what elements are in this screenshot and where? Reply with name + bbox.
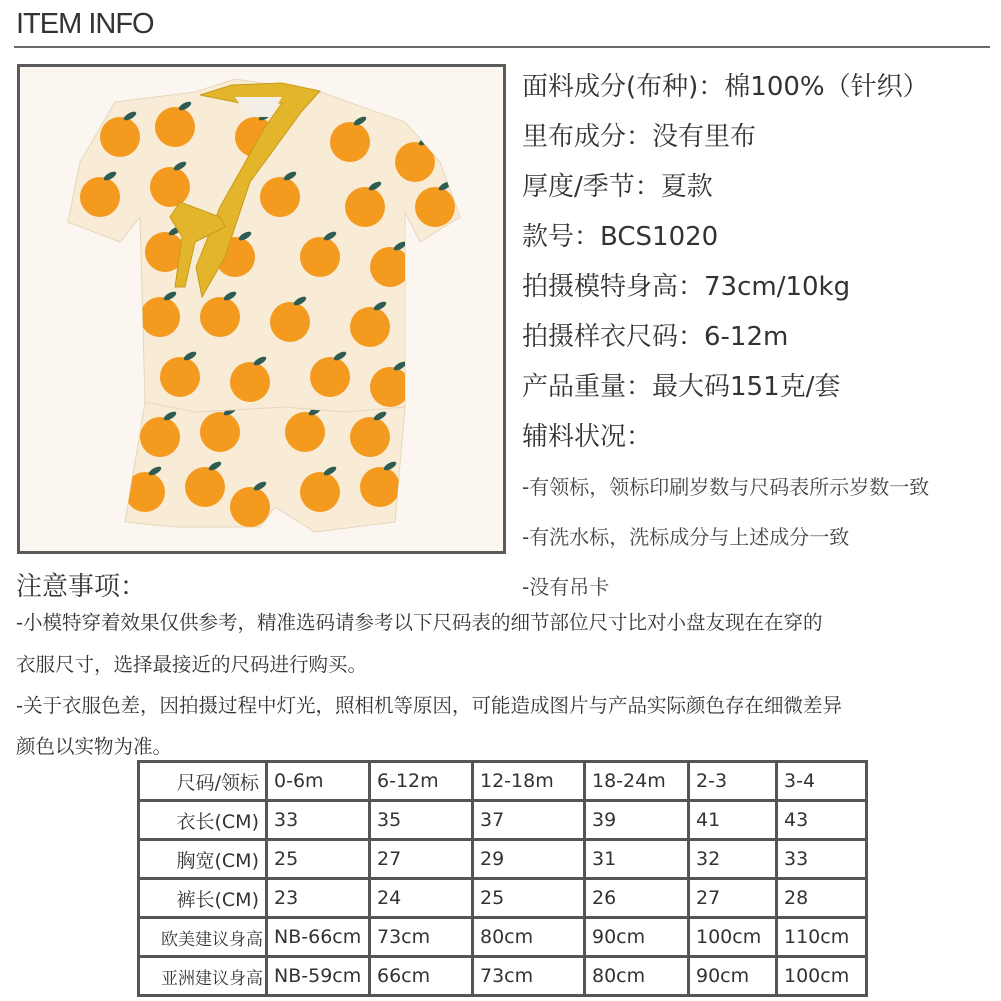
table-header-cell: 尺码/领标 xyxy=(139,762,267,801)
table-cell: 80cm xyxy=(473,918,585,957)
row-label: 裤长(CM) xyxy=(139,879,267,918)
spec-fabric: 面料成分(布种)：棉100%（针织） xyxy=(522,72,929,102)
table-cell: 43 xyxy=(777,801,867,840)
table-cell: 25 xyxy=(473,879,585,918)
spec-lining: 里布成分：没有里布 xyxy=(522,122,757,152)
product-photo xyxy=(17,64,506,554)
table-cell: 100cm xyxy=(689,918,777,957)
spec-accessories: 辅料状况： xyxy=(522,422,653,452)
note-line: -关于衣服色差，因拍摄过程中灯光，照相机等原因，可能造成图片与产品实际颜色存在细微差异 xyxy=(16,694,843,717)
table-cell: NB-59cm xyxy=(267,957,370,996)
table-cell: 26 xyxy=(585,879,689,918)
table-header-cell: 12-18m xyxy=(473,762,585,801)
spec-model-height: 拍摄模特身高：73cm/10kg xyxy=(522,272,851,302)
row-label: 亚洲建议身高 xyxy=(139,957,267,996)
table-cell: 73cm xyxy=(370,918,473,957)
table-header-cell: 3-4 xyxy=(777,762,867,801)
spec-weight: 产品重量：最大码151克/套 xyxy=(522,372,841,402)
pajama-set-illustration xyxy=(20,67,503,551)
table-cell: 32 xyxy=(689,840,777,879)
table-cell: 31 xyxy=(585,840,689,879)
table-cell: 35 xyxy=(370,801,473,840)
note-line: -小模特穿着效果仅供参考，精准选码请参考以下尺码表的细节部位尺寸比对小盘友现在在穿的 xyxy=(16,611,823,634)
spec-list xyxy=(522,62,929,612)
note-line: 衣服尺寸，选择最接近的尺码进行购买。 xyxy=(16,653,368,676)
table-header-cell: 2-3 xyxy=(689,762,777,801)
table-row xyxy=(139,957,867,996)
table-cell: 100cm xyxy=(777,957,867,996)
table-cell: 33 xyxy=(267,801,370,840)
table-cell: 25 xyxy=(267,840,370,879)
accessory-item: -有洗水标，洗标成分与上述成分一致 xyxy=(522,525,850,549)
table-row xyxy=(139,840,867,879)
table-header-row xyxy=(139,762,867,801)
table-cell: 73cm xyxy=(473,957,585,996)
table-cell: NB-66cm xyxy=(267,918,370,957)
spec-season: 厚度/季节：夏款 xyxy=(522,172,713,202)
table-cell: 37 xyxy=(473,801,585,840)
table-cell: 90cm xyxy=(689,957,777,996)
table-cell: 39 xyxy=(585,801,689,840)
table-row xyxy=(139,918,867,957)
accessory-item: -有领标，领标印刷岁数与尺码表所示岁数一致 xyxy=(522,475,930,499)
notes-heading: 注意事项： xyxy=(16,572,147,602)
table-cell: 33 xyxy=(777,840,867,879)
table-cell: 23 xyxy=(267,879,370,918)
table-header-cell: 0-6m xyxy=(267,762,370,801)
table-row xyxy=(139,879,867,918)
spec-style-no: 款号：BCS1020 xyxy=(522,222,719,252)
table-cell: 80cm xyxy=(585,957,689,996)
table-header-cell: 6-12m xyxy=(370,762,473,801)
table-cell: 27 xyxy=(689,879,777,918)
row-label: 欧美建议身高 xyxy=(139,918,267,957)
table-cell: 90cm xyxy=(585,918,689,957)
table-cell: 66cm xyxy=(370,957,473,996)
row-label: 胸宽(CM) xyxy=(139,840,267,879)
table-cell: 28 xyxy=(777,879,867,918)
table-cell: 27 xyxy=(370,840,473,879)
accessory-item: -没有吊卡 xyxy=(522,575,610,599)
table-cell: 29 xyxy=(473,840,585,879)
header-divider xyxy=(14,46,990,48)
page-title: ITEM INFO xyxy=(16,8,154,40)
table-cell: 24 xyxy=(370,879,473,918)
note-line: 颜色以实物为准。 xyxy=(16,735,173,758)
table-header-cell: 18-24m xyxy=(585,762,689,801)
table-cell: 110cm xyxy=(777,918,867,957)
size-table xyxy=(137,760,868,997)
row-label: 衣长(CM) xyxy=(139,801,267,840)
table-row xyxy=(139,801,867,840)
table-cell: 41 xyxy=(689,801,777,840)
spec-sample-size: 拍摄样衣尺码：6-12m xyxy=(522,322,789,352)
